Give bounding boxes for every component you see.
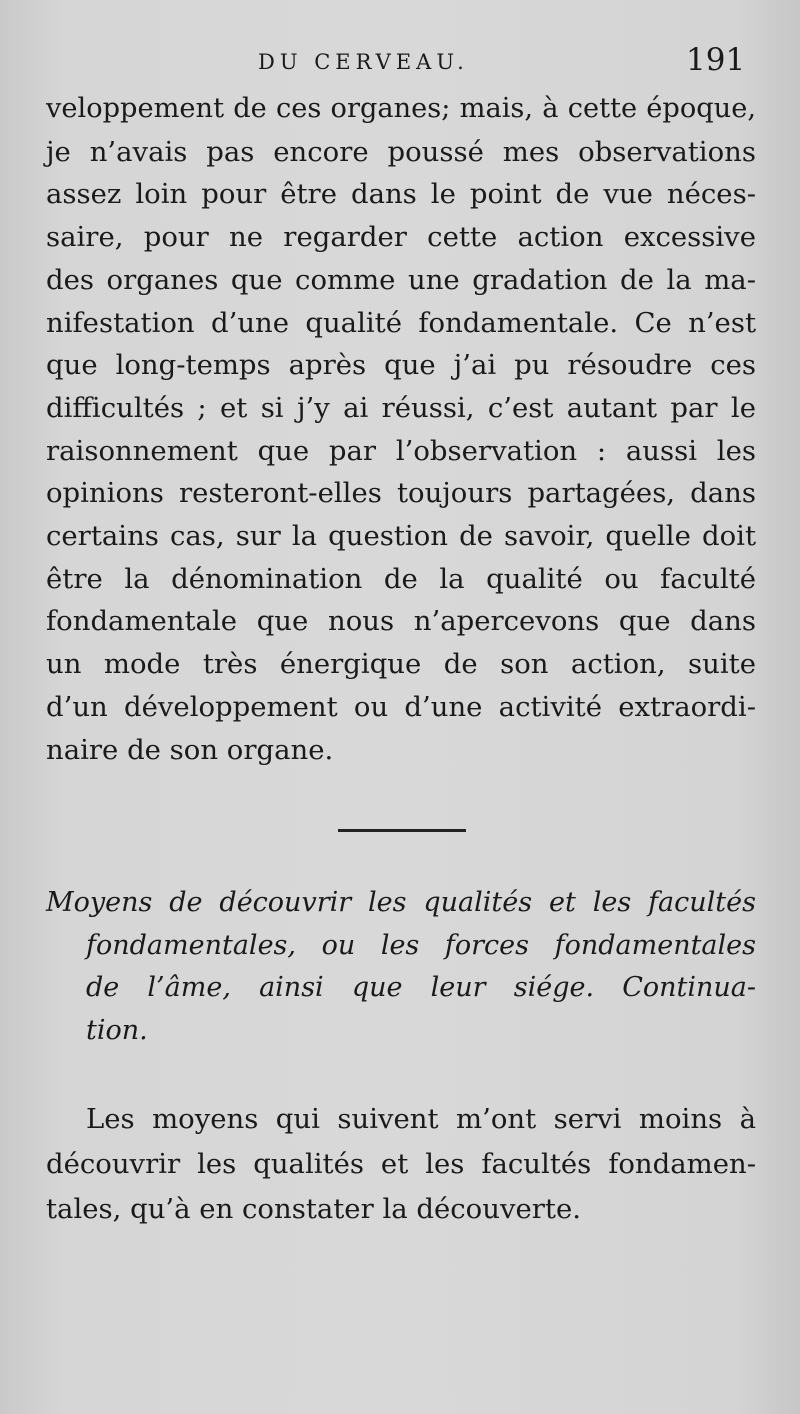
- text-line: opinions resteront-elles toujours partagées, dans: [46, 477, 756, 510]
- section-heading: [46, 882, 756, 1052]
- running-head-title: DU CERVEAU.: [258, 50, 469, 74]
- paragraph-new: [46, 1097, 756, 1232]
- text-line: fondamentale que nous n’apercevons que dans: [46, 605, 756, 638]
- text-line: veloppement de ces organes; mais, à cette époque,: [46, 93, 756, 124]
- text-line: raisonnement que par l’observation : aussi les: [46, 434, 756, 467]
- text-line: nifestation d’une qualité fondamentale. Ce n’est: [46, 306, 756, 339]
- page-number: 191: [686, 42, 746, 78]
- text-line: saire, pour ne regarder cette action excessive: [46, 221, 756, 254]
- heading-line: tion.: [86, 1014, 148, 1046]
- text-line: d’un développement ou d’une activité extraordi-: [46, 690, 756, 723]
- text-line: découvrir les qualités et les facultés fondamen-: [46, 1148, 756, 1180]
- text-line: tales, qu’à en constater la découverte.: [46, 1193, 581, 1225]
- text-line: des organes que comme une gradation de la ma-: [46, 263, 756, 296]
- text-line: que long-temps après que j’ai pu résoudre ces: [46, 349, 756, 382]
- text-line: naire de son organe.: [46, 733, 334, 766]
- text-line: certains cas, sur la question de savoir, quelle doit: [46, 520, 756, 553]
- section-divider-rule: [338, 829, 466, 832]
- paragraph-continued: [46, 88, 756, 771]
- text-line: Les moyens qui suivent m’ont servi moins à: [86, 1103, 756, 1135]
- text-line: difficultés ; et si j’y ai réussi, c’est autant par le: [46, 391, 756, 424]
- heading-line: Moyens de découvrir les qualités et les facultés: [46, 887, 756, 918]
- heading-line: de l’âme, ainsi que leur siége. Continua-: [86, 972, 756, 1003]
- text-line: assez loin pour être dans le point de vue néces-: [46, 178, 756, 211]
- text-line: je n’avais pas encore poussé mes observations: [46, 135, 756, 168]
- running-head: [0, 42, 800, 82]
- heading-line: fondamentales, ou les forces fondamentales: [86, 929, 756, 961]
- text-line: être la dénomination de la qualité ou faculté: [46, 562, 756, 595]
- text-line: un mode très énergique de son action, suite: [46, 648, 756, 681]
